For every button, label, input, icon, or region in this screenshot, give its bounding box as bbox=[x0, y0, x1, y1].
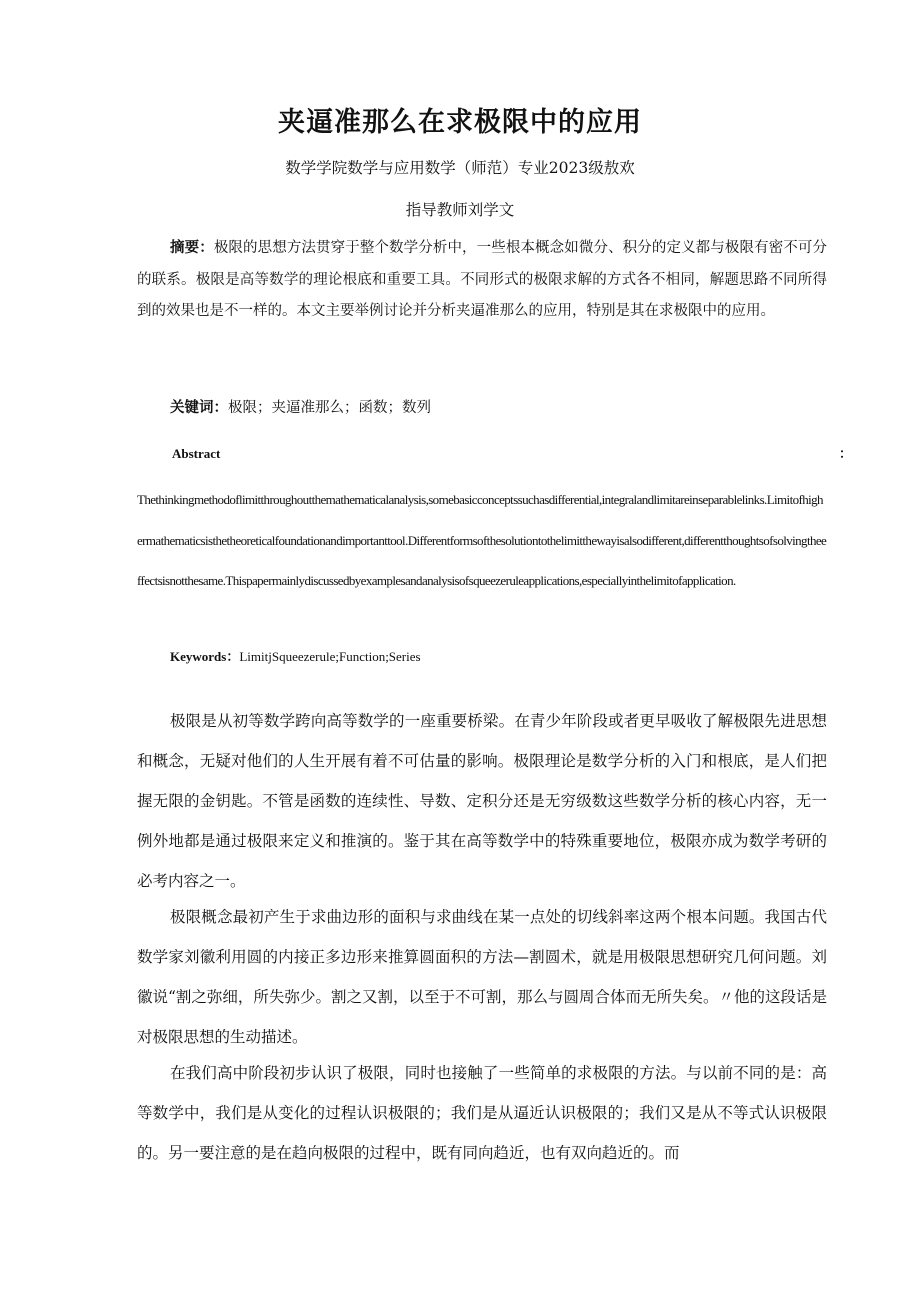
english-abstract-text: Thethinkingmethodoflimitthroughoutthemathematicalanalysis,somebasicconceptssuchasdifferential,integralandlimitareinseparablelinks.Limitofhighermathematicsisthetheoreticalfoundationandimportanttool.Differentformsofthesolutiontothelimitthewayisalsodifferent,differentthoughtsofsolvingtheeffectsisnotthesame.Thispapermainlydiscussedbyexamplesandanalysisofsqueezeruleapplications,especiallyinthelimitofapplication. bbox=[137, 492, 827, 588]
english-abstract-colon: ： bbox=[838, 446, 852, 461]
author-line: 数学学院数学与应用数学（师范）专业2023级敖欢 bbox=[285, 159, 635, 177]
body-paragraph-2: 极限概念最初产生于求曲边形的面积与求曲线在某一点处的切线斜率这两个根本问题。我国古代数学家刘徽利用圆的内接正多边形来推算圆面积的方法—割圆术，就是用极限思想研究几何问题。刘徽说“割之弥细，所失弥少。割之又割，以至于不可割，那么与圆周合体而无所失矣。〃他的这段话是对极限思想的生动描述。 bbox=[137, 908, 827, 1046]
chinese-keywords bbox=[137, 395, 827, 421]
chinese-abstract bbox=[137, 232, 827, 328]
chinese-keywords-text: 极限；夹逼准那么；函数；数列 bbox=[228, 400, 431, 416]
english-abstract-heading bbox=[137, 442, 862, 466]
chinese-abstract-text: 极限的思想方法贯穿于整个数学分析中，一些根本概念如微分、积分的定义都与极限有密不可分的联系。极限是高等数学的理论根底和重要工具。不同形式的极限求解的方式各不相同，解题思路不同所得到的效果也是不一样的。本文主要举例讨论并分析夹逼准那么的应用，特别是其在求极限中的应用。 bbox=[137, 240, 828, 319]
body-paragraph-1: 极限是从初等数学跨向高等数学的一座重要桥梁。在青少年阶段或者更早吸收了解极限先进思想和概念，无疑对他们的人生开展有着不可估量的影响。极限理论是数学分析的入门和根底，是人们把握无限的金钥匙。不管是函数的连续性、导数、定积分还是无穷级数这些数学分析的核心内容，无一例外地都是通过极限来定义和推演的。鉴于其在高等数学中的特殊重要地位，极限亦成为数学考研的必考内容之一。 bbox=[137, 712, 827, 890]
english-keywords-label: Keywords： bbox=[170, 649, 240, 664]
advisor-line: 指导教师刘学文 bbox=[405, 201, 515, 219]
body-paragraph-3: 在我们高中阶段初步认识了极限，同时也接触了一些简单的求极限的方法。与以前不同的是：高等数学中，我们是从变化的过程认识极限的；我们是从逼近认识极限的；我们又是从不等式认识极限的。另一要注意的是在趋向极限的过程中，既有同向趋近，也有双向趋近的。而 bbox=[137, 1064, 827, 1162]
english-abstract-label: Abstract bbox=[172, 446, 221, 461]
paper-title: 夹逼准那么在求极限中的应用 bbox=[278, 107, 642, 138]
english-keywords bbox=[137, 644, 860, 670]
chinese-abstract-label: 摘要： bbox=[170, 239, 214, 256]
chinese-keywords-label: 关键词： bbox=[170, 399, 228, 416]
english-keywords-text: LimitjSqueezerule;Function;Series bbox=[239, 649, 421, 664]
